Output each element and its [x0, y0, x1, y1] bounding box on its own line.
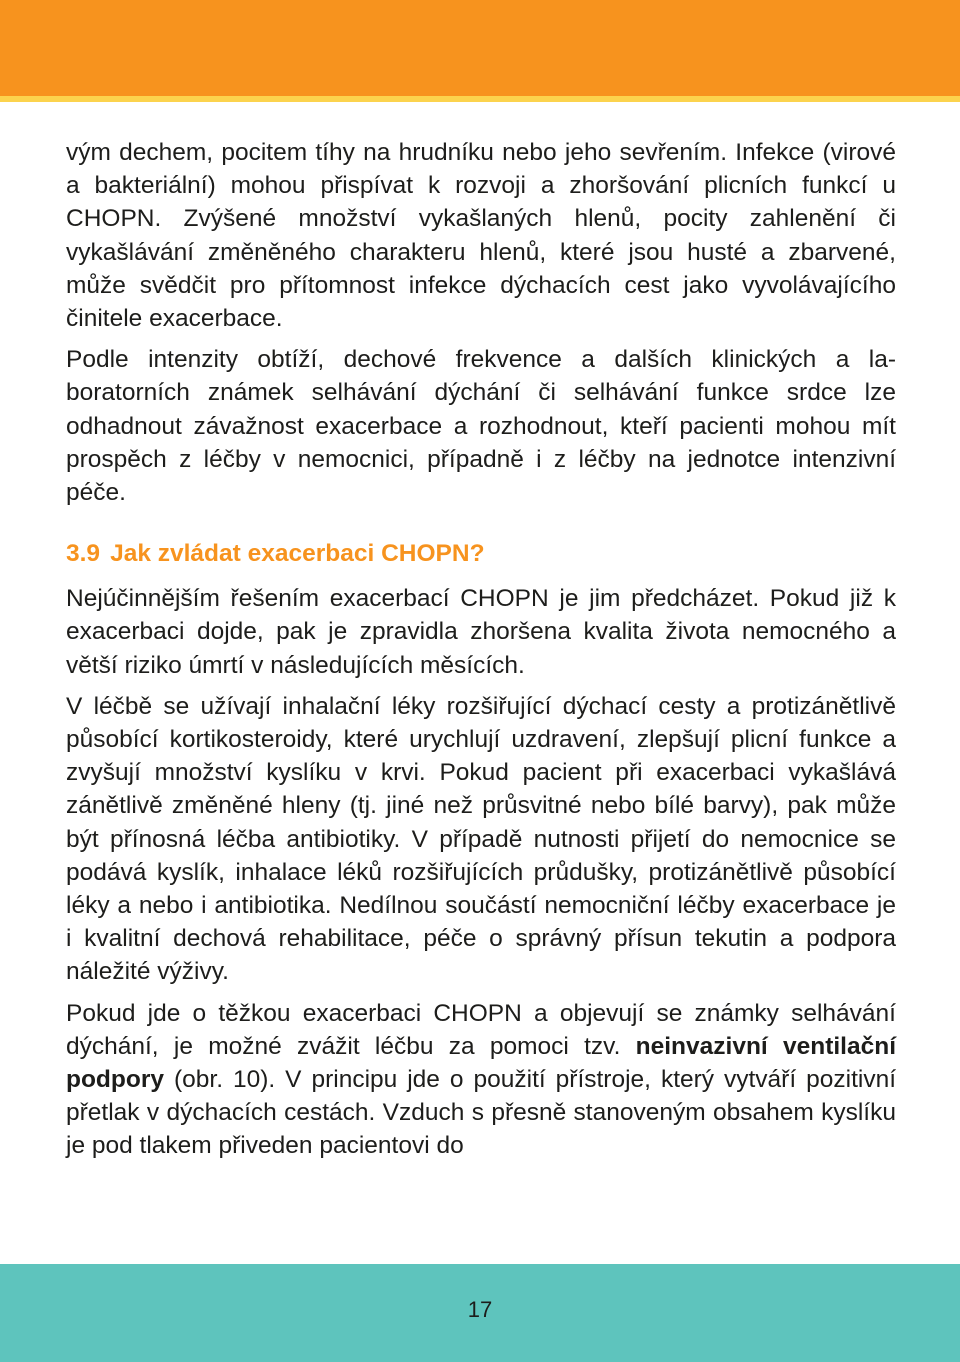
paragraph-treatment: V léčbě se užívají inhalační léky rozšiřující dýchací cesty a protizánětlivě působící kortikosteroidy, které urychlují uzdravení, zlepšují plicní funkce a zvyšují množství kyslíku v krvi. Pokud pacient při exacerbaci vykašlává zánětlivě změněné hleny (tj. jiné než průsvitné nebo bílé barvy), pak může být přínosná léčba antibiotiky. V případě nutnosti přijetí do nemocnice se podává kyslík, inhalace léků rozšiřujících průdušky, protizánětlivě působící léky a nebo i antibiotika. Nedílnou součástí nemocniční léčby exacerbace je i kvalitní dechová rehabilitace, péče o správný přísun tekutin a podpora náležité výživy. — [66, 692, 896, 986]
section-heading — [66, 537, 896, 570]
section-title: Jak zvládat exacerbaci CHOPN? — [110, 540, 485, 568]
ventilation-text-start: Pokud jde o těžkou exacerbaci CHOPN a objevují se známky selhávání dýchání, je možné zvážit léčbu za pomoci tzv. — [66, 999, 896, 1060]
page-number: 17 — [467, 1297, 493, 1322]
section-number: 3.9 — [66, 540, 101, 568]
paragraph-ventilation — [66, 997, 896, 1163]
page-content — [66, 136, 896, 1163]
paragraph-infection: vým dechem, pocitem tíhy na hrudníku nebo jeho sevřením. Infekce (virové a bakteriální) mohou přispívat k rozvoji a zhoršování plicních funkcí u CHOPN. Zvýšené množství vykašlaných hlenů, pocity zahlenění či vykašlávání změněného charakteru hlenů, které jsou husté a zbarvené, může svědčit pro přítomnost infekce dýchacích cest jako vyvolávajícího činitele exacerbace. — [66, 139, 896, 333]
ventilation-term: neinvazivní ventilační podpory — [66, 1032, 896, 1094]
header-band — [0, 0, 960, 96]
ventilation-text-end: (obr. 10). V principu jde o použití přístroje, který vytváří pozitivní přetlak v dýchacích cestách. Vzduch s přesně stanoveným obsahem kyslíku je pod tlakem přiveden pacientovi do — [66, 1066, 896, 1160]
paragraph-prevention: Nejúčinnějším řešením exacerbací CHOPN je jim předcházet. Pokud již k exacerbaci dojde, pak je zpravidla zhoršena kvalita života nemocného a větší riziko úmrtí v následujících měsících. — [66, 585, 896, 679]
header-band-edge — [0, 96, 960, 102]
paragraph-severity: Podle intenzity obtíží, dechové frekvence a dalších klinických a laboratorních známek selhávání dýchání či selhávání funkce srdce lze odhadnout závažnost exacerbace a rozhodnout, kteří pacienti mohou mít prospěch z léčby v nemocnici, případně i z léčby na jednotce intenzivní péče. — [66, 346, 896, 507]
